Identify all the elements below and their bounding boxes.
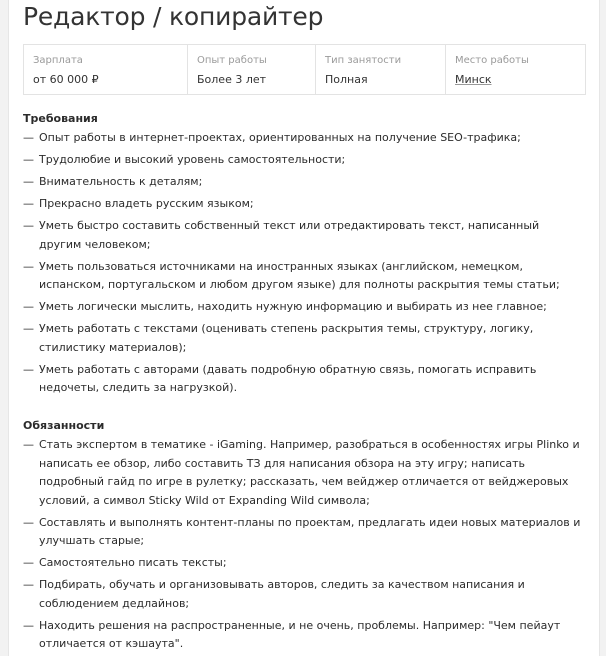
list-item: — Подбирать, обучать и организовывать авторов, следить за качеством написания и соблюдением дедлайнов;	[23, 576, 583, 613]
list-item: — Уметь логически мыслить, находить нужную информацию и выбирать из нее главное;	[23, 298, 583, 317]
fact-value: от 60 000 ₽	[33, 73, 99, 86]
fact-value: Полная	[325, 73, 368, 86]
duties-heading: Обязанности	[23, 419, 105, 432]
fact-employment-type	[316, 45, 446, 94]
list-item: — Прекрасно владеть русским языком;	[23, 195, 583, 214]
fact-salary	[24, 45, 188, 94]
fact-value: Более 3 лет	[197, 73, 267, 86]
list-item: — Уметь быстро составить собственный текст или отредактировать текст, написанный другим человеком;	[23, 217, 583, 254]
list-item: — Составлять и выполнять контент-планы по проектам, предлагать идеи новых материалов и улучшать старые;	[23, 514, 583, 551]
fact-location	[446, 45, 585, 94]
requirements-list	[23, 129, 583, 401]
duties-list	[23, 436, 583, 656]
list-item: — Опыт работы в интернет-проектах, ориентированных на получение SEO-трафика;	[23, 129, 583, 148]
fact-label: Зарплата	[33, 55, 83, 66]
location-link[interactable]: Минск	[455, 73, 492, 86]
vacancy-facts	[23, 44, 586, 95]
fact-experience	[188, 45, 316, 94]
list-item: — Уметь работать с авторами (давать подробную обратную связь, помогать исправить недочеты, следить за нагрузкой).	[23, 361, 583, 398]
fact-label: Опыт работы	[197, 55, 267, 66]
list-item: — Стать экспертом в тематике - iGaming. Например, разобраться в особенностях игры Plinko и написать ее обзор, либо составить ТЗ для написания обзора на эту игру; написать подробный гайд по игре в рулетку; рассказать, чем вейджер отличается от вейджеровых условий, а символ Sticky Wild от Expanding Wild символа;	[23, 436, 583, 510]
requirements-heading: Требования	[23, 112, 98, 125]
fact-label: Тип занятости	[325, 55, 402, 66]
fact-label: Место работы	[455, 55, 529, 66]
vacancy-page	[8, 0, 600, 656]
list-item: — Уметь пользоваться источниками на иностранных языках (английском, немецком, испанском, португальском и любом другом языке) для полноты раскрытия темы статьи;	[23, 258, 583, 295]
page-title: Редактор / копирайтер	[23, 2, 324, 31]
list-item: — Уметь работать с текстами (оценивать степень раскрытия темы, структуру, логику, стилистику материалов);	[23, 320, 583, 357]
list-item: — Трудолюбие и высокий уровень самостоятельности;	[23, 151, 583, 170]
list-item: — Внимательность к деталям;	[23, 173, 583, 192]
list-item: — Находить решения на распространенные, и не очень, проблемы. Например: "Чем пейаут отличается от кэшаута".	[23, 617, 583, 654]
list-item: — Самостоятельно писать тексты;	[23, 554, 583, 573]
